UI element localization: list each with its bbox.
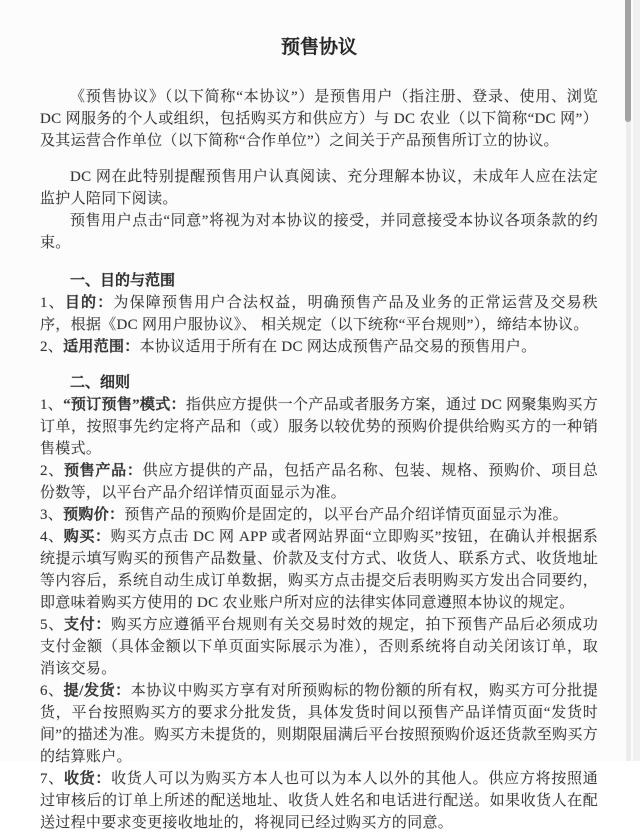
item-text: 购买方应遵循平台规则有关交易时效的规定，拍下预售产品后必须成功支付金额（具体金额以下单页面实际展示为准），否则系统将自动关闭该订单，取消该交易。	[40, 617, 599, 677]
item-number: 2、	[40, 339, 64, 355]
section-2-item-2	[40, 460, 598, 504]
section-2-item-5	[40, 614, 598, 680]
item-term: 提/发货：	[63, 683, 131, 699]
item-text: 本协议适用于所有在 DC 网达成预售产品交易的预售用户。	[139, 339, 537, 355]
item-text: 预售产品的预购价是固定的，以平台产品介绍详情页面显示为准。	[124, 507, 569, 523]
item-number: 7、	[40, 771, 64, 787]
right-edge-band	[633, 0, 640, 761]
item-number: 6、	[40, 683, 64, 699]
item-text: 购买方点击 DC 网 APP 或者网站界面“立即购买”按钮，在确认并根据系统提示填写购买的预售产品数量、价款及支付方式、收货人、联系方式、收货地址等内容后，系统自动生成订单数据，购买方点击提交后表明购买方发出合同要约，即意味着购买方使用的 DC 农业账户所对应的法律实体同意遵照本协议的规定。	[40, 529, 599, 611]
section-2-item-1	[40, 394, 598, 460]
item-text: 为保障预售用户合法权益，明确预售产品及业务的正常运营及交易秩序，根据《DC 网用户服协议》、 相关规定（以下统称“平台规则”），缔结本协议。	[40, 295, 598, 333]
section-2-item-3	[40, 504, 598, 526]
item-term: 预购价：	[63, 507, 125, 523]
item-number: 3、	[40, 507, 64, 523]
item-number: 2、	[40, 463, 64, 479]
item-term: 购买：	[63, 529, 111, 545]
item-number: 5、	[40, 617, 64, 633]
section-2-item-4	[40, 526, 598, 614]
item-term: 适用范围：	[63, 339, 140, 355]
item-number: 4、	[40, 529, 64, 545]
intro-paragraph-2: DC 网在此特别提醒预售用户认真阅读、充分理解本协议，未成年人应在法定监护人陪同下阅读。	[40, 169, 598, 207]
item-number: 1、	[40, 397, 64, 413]
item-text: 指供应方提供一个产品或者服务方案，通过 DC 网聚集购买方订单，按照事先约定将产品和（或）服务以较优势的预购价提供给购买方的一种销售模式。	[40, 397, 598, 457]
item-text: 供应方提供的产品，包括产品名称、包装、规格、预购价、项目总份数等，以平台产品介绍详情页面显示为准。	[40, 463, 599, 501]
section-1-item-1	[40, 292, 598, 336]
item-term: 支付：	[63, 617, 112, 633]
section-2-item-6	[40, 680, 598, 768]
item-term: 收货：	[63, 771, 112, 787]
item-term: 目的：	[64, 295, 114, 311]
intro-paragraph-3: 预售用户点击“同意”将视为对本协议的接受，并同意接受本协议各项条款的约束。	[40, 213, 598, 251]
section-1-item-2	[40, 336, 598, 358]
section-2-item-7	[40, 768, 598, 834]
scrollbar-thumb[interactable]	[625, 0, 631, 122]
section-1-heading: 一、目的与范围	[70, 273, 176, 289]
item-term: “预订预售”模式：	[63, 397, 186, 413]
intro-paragraph-1: 《预售协议》（以下简称“本协议”）是预售用户（指注册、登录、使用、浏览 DC 网服务的个人或组织，包括购买方和供应方）与 DC 农业（以下简称“DC 网”）及其运营合作单位（以下简称“合作单位”）之间关于产品预售所订立的协议。	[40, 89, 598, 149]
item-number: 1、	[40, 295, 65, 311]
section-2-heading: 二、细则	[70, 375, 131, 391]
item-text: 收货人可以为购买方本人也可以为本人以外的其他人。供应方将按照通过审核后的订单上所述的配送地址、收货人姓名和电话进行配送。如果收货人在配送过程中要求变更接收地址的，将视同已经过购买方的同意。	[40, 771, 599, 831]
item-term: 预售产品：	[63, 463, 143, 479]
page-title: 预售协议	[280, 37, 357, 58]
presale-agreement-document	[40, 0, 598, 834]
item-text: 本协议中购买方享有对所预购标的物份额的所有权，购买方可分批提货，平台按照购买方的要求分批发货，具体发货时间以预售产品详情页面“发货时间”的描述为准。购买方未提货的，则期限届满后平台按照预购价返还货款至购买方的结算账户。	[40, 683, 598, 765]
